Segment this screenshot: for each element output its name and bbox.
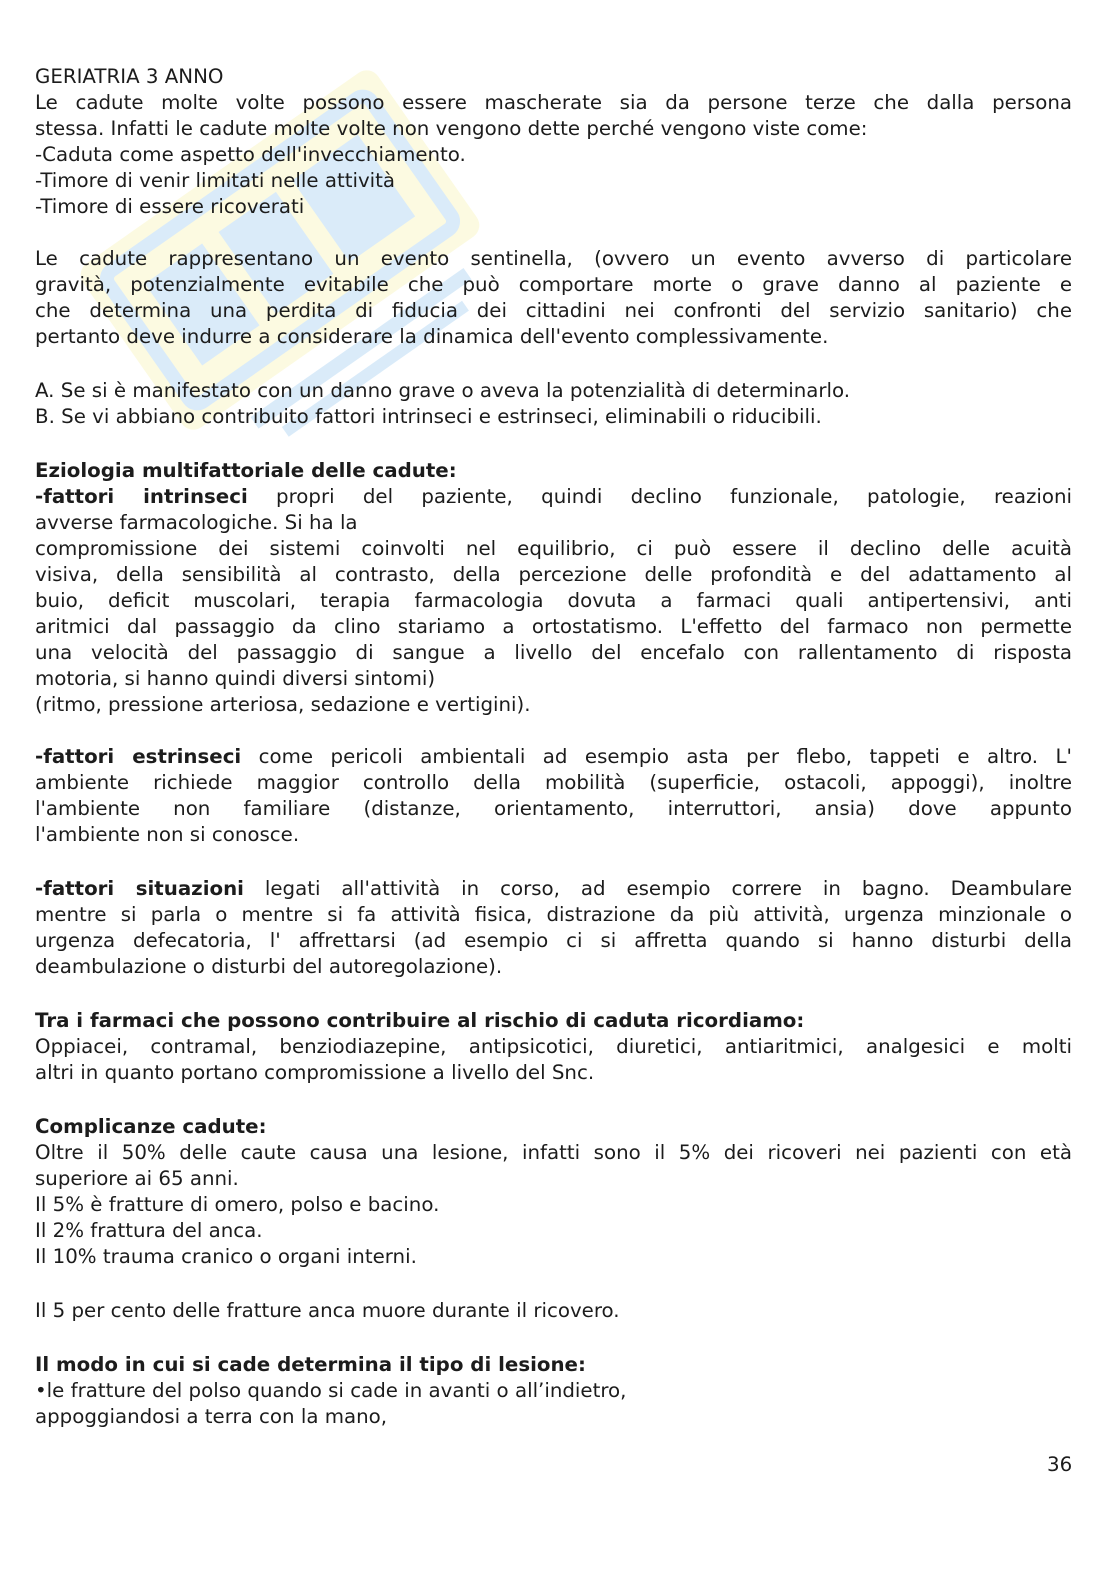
injury-heading: Il modo in cui si cade determina il tipo di lesione:: [35, 1353, 586, 1376]
intrinsic-line-2: avverse farmacologiche. Si ha la: [35, 511, 358, 534]
document-page: [35, 64, 1072, 1430]
drugs-heading: Tra i farmaci che possono contribuire al rischio di caduta ricordiamo:: [35, 1009, 805, 1032]
drugs-line-1: Oppiacei, contramal, benziodiazepine, antipsicotici, diuretici, antiaritmici, analgesici e molti: [35, 1035, 1072, 1058]
extrinsic-label: -fattori estrinseci: [35, 745, 242, 768]
intrinsic-line-1: [35, 484, 1072, 510]
drugs-line-2: altri in quanto portano compromissione a livello del Snc.: [35, 1061, 595, 1084]
sentinel-line-3: che determina una perdita di fiducia dei cittadini nei confronti del servizio sanitario) che: [35, 299, 1072, 322]
extrinsic-line-4: l'ambiente non si conosce.: [35, 823, 300, 846]
situational-line-2: mentre si parla o mentre si fa attività fisica, distrazione da più attività, urgenza minzionale o: [35, 903, 1072, 926]
situational-line-3: urgenza defecatoria, l' affrettarsi (ad esempio ci si affretta quando si hanno disturbi della: [35, 929, 1072, 952]
complications-line-1: Oltre il 50% delle caute causa una lesione, infatti sono il 5% dei ricoveri nei pazienti con età: [35, 1141, 1072, 1164]
complications-note: Il 5 per cento delle fratture anca muore durante il ricovero.: [35, 1299, 620, 1322]
intro-line-2: stessa. Infatti le cadute molte volte non vengono dette perché vengono viste come:: [35, 117, 868, 140]
doc-header: GERIATRIA 3 ANNO: [35, 65, 224, 88]
intrinsic-text: propri del paziente, quindi declino funzionale, patologie, reazioni: [276, 485, 1072, 508]
intro-line-4: -Timore di venir limitati nelle attività: [35, 169, 396, 192]
intrinsic-line-3: compromissione dei sistemi coinvolti nel equilibrio, ci può essere il declino delle acuità: [35, 537, 1072, 560]
page-number: 36: [1047, 1453, 1073, 1476]
intrinsic-line-6: aritmici dal passaggio da clino stariamo a ortostatismo. L'effetto del farmaco non permette: [35, 615, 1072, 638]
intrinsic-line-4: visiva, della sensibilità al contrasto, della percezione delle profondità e del adattamento al: [35, 563, 1072, 586]
intrinsic-line-5: buio, deficit muscolari, terapia farmacologia dovuta a farmaci quali antipertensivi, anti: [35, 589, 1072, 612]
complications-line-3: Il 5% è fratture di omero, polso e bacino.: [35, 1193, 440, 1216]
sentinel-line-2: gravità, potenzialmente evitabile che può comportare morte o grave danno al paziente e: [35, 273, 1072, 296]
extrinsic-line-2: ambiente richiede maggior controllo della mobilità (superficie, ostacoli, appoggi), inoltre: [35, 771, 1072, 794]
complications-line-4: Il 2% frattura del anca.: [35, 1219, 263, 1242]
intro-line-5: -Timore di essere ricoverati: [35, 195, 305, 218]
extrinsic-text: come pericoli ambientali ad esempio asta per flebo, tappeti e altro. L': [258, 745, 1072, 768]
complications-line-5: Il 10% trauma cranico o organi interni.: [35, 1245, 417, 1268]
sentinel-line-4: pertanto deve indurre a considerare la dinamica dell'evento complessivamente.: [35, 325, 829, 348]
extrinsic-line-1: [35, 744, 1072, 770]
injury-line-1: •le fratture del polso quando si cade in avanti o all’indietro,: [35, 1379, 627, 1402]
intrinsic-line-8: motoria, si hanno quindi diversi sintomi): [35, 667, 436, 690]
point-a: A. Se si è manifestato con un danno grave o aveva la potenzialità di determinarlo.: [35, 379, 851, 402]
extrinsic-line-3: l'ambiente non familiare (distanze, orientamento, interruttori, ansia) dove appunto: [35, 797, 1072, 820]
situational-text: legati all'attività in corso, ad esempio correre in bagno. Deambulare: [264, 877, 1073, 900]
intrinsic-line-7: una velocità del passaggio di sangue a livello del encefalo con rallentamento di risposta: [35, 641, 1072, 664]
situational-label: -fattori situazioni: [35, 877, 244, 900]
situational-line-4: deambulazione o disturbi del autoregolazione).: [35, 955, 503, 978]
complications-line-2: superiore ai 65 anni.: [35, 1167, 239, 1190]
complications-heading: Complicanze cadute:: [35, 1115, 267, 1138]
intrinsic-line-9: (ritmo, pressione arteriosa, sedazione e vertigini).: [35, 693, 531, 716]
intro-line-1: Le cadute molte volte possono essere mascherate sia da persone terze che dalla persona: [35, 91, 1072, 114]
situational-line-1: [35, 876, 1072, 902]
intro-line-3: -Caduta come aspetto dell'invecchiamento.: [35, 143, 466, 166]
injury-line-2: appoggiandosi a terra con la mano,: [35, 1405, 388, 1428]
intrinsic-label: -fattori intrinseci: [35, 485, 248, 508]
sentinel-line-1: Le cadute rappresentano un evento sentinella, (ovvero un evento avverso di particolare: [35, 247, 1072, 270]
etiology-heading: Eziologia multifattoriale delle cadute:: [35, 459, 457, 482]
point-b: B. Se vi abbiano contribuito fattori intrinseci e estrinseci, eliminabili o riducibili.: [35, 405, 822, 428]
